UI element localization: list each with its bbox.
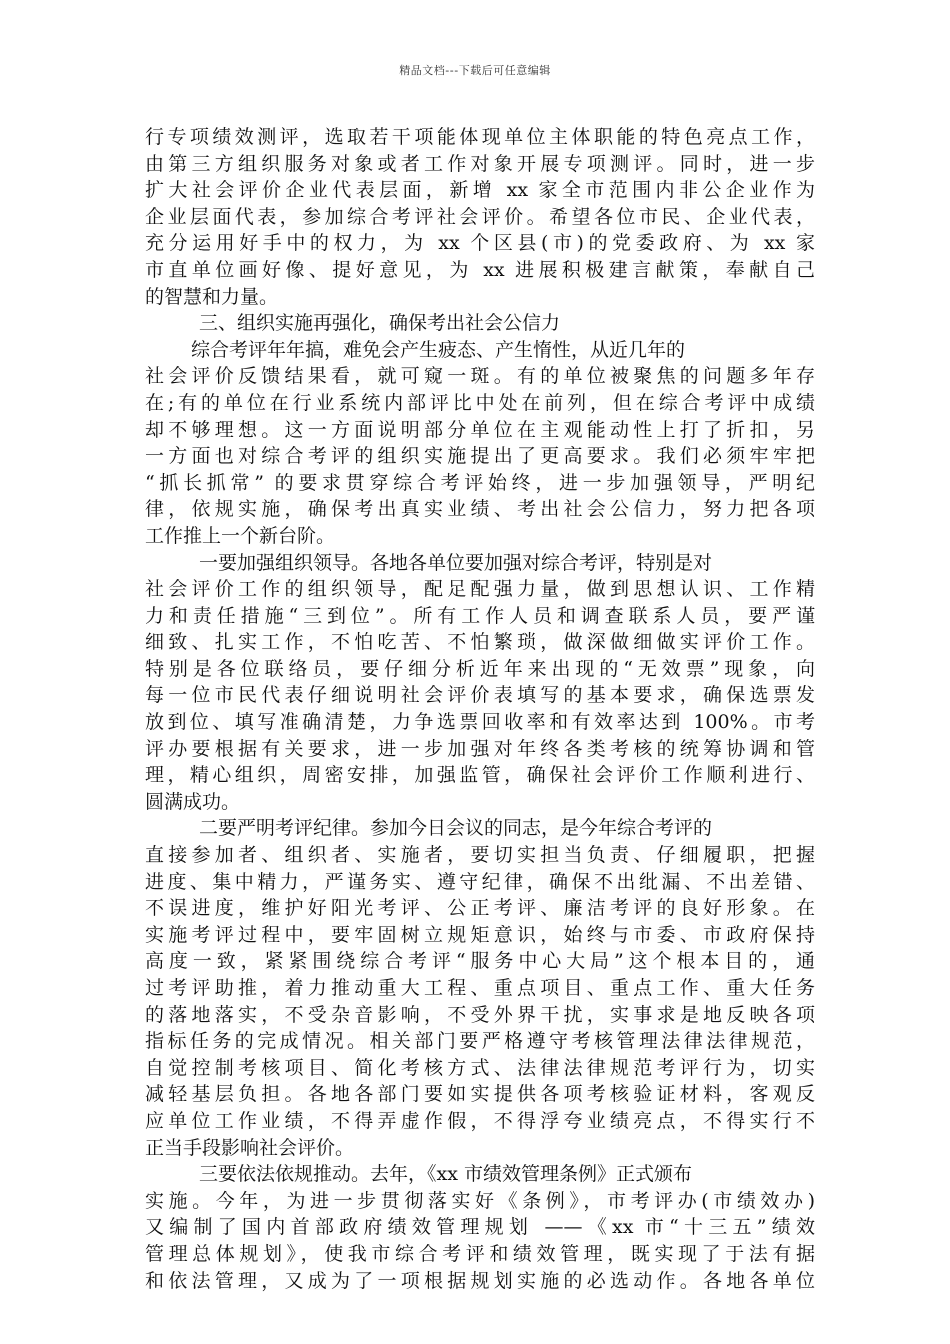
text-line: 力和责任措施“三到位”。所有工作人员和调查联系人员，要严谨 (145, 604, 815, 627)
text-line: 企业层面代表，参加综合考评社会评价。希望各位市民、企业代表， (145, 205, 815, 228)
text-line: 高度一致，紧紧围绕综合考评“服务中心大局”这个根本目的，通 (145, 950, 815, 973)
text-line: 圆满成功。 (145, 790, 241, 813)
text-line: 充分运用好手中的权力，为 xx 个区县(市)的党委政府、为 xx 家 (145, 232, 815, 255)
text-line: 进度、集中精力，严谨务实、遵守纪律，确保不出纰漏、不出差错、 (145, 870, 815, 893)
text-line: 一方面也对综合考评的组织实施提出了更高要求。我们必须牢牢把 (145, 445, 815, 468)
text-line: 不误进度，维护好阳光考评、公正考评、廉洁考评的良好形象。在 (145, 897, 815, 920)
text-line: 工作推上一个新台阶。 (145, 524, 336, 547)
text-line: 减轻基层负担。各地各部门要如实提供各项考核验证材料，客观反 (145, 1083, 815, 1106)
text-line: 却不够理想。这一方面说明部分单位在主观能动性上打了折扣，另 (145, 418, 815, 441)
text-line: 特别是各位联络员，要仔细分析近年来出现的“无效票”现象，向 (145, 657, 815, 680)
page-header: 精品文档---下载后可任意编辑 (399, 64, 551, 77)
text-line: 社会评价反馈结果看，就可窥一斑。有的单位被聚焦的问题多年存 (145, 365, 815, 388)
text-line: 理，精心组织，周密安排，加强监管，确保社会评价工作顺利进行、 (145, 764, 815, 787)
text-line: 实施考评过程中，要牢固树立规矩意识，始终与市委、市政府保持 (145, 923, 815, 946)
text-line: 又编制了国内首部政府绩效管理规划 ——《xx 市“十三五”绩效 (145, 1216, 815, 1239)
text-line: 实施。今年，为进一步贯彻落实好《条例》，市考评办(市绩效办) (145, 1189, 815, 1212)
text-line: 市直单位画好像、提好意见，为 xx 进展积极建言献策，奉献自己 (145, 258, 815, 281)
text-line: 律，依规实施，确保考出真实业绩、考出社会公信力，努力把各项 (145, 498, 815, 521)
text-line: 放到位、填写准确清楚，力争选票回收率和有效率达到 100%。市考 (145, 711, 815, 734)
text-line: 由第三方组织服务对象或者工作对象开展专项测评。同时，进一步 (145, 152, 815, 175)
text-line: 一要加强组织领导。各地各单位要加强对综合考评，特别是对 (199, 551, 713, 574)
text-line: 二要严明考评纪律。参加今日会议的同志，是今年综合考评的 (199, 817, 713, 840)
text-line: 指标任务的完成情况。相关部门要严格遵守考核管理法律法律规范， (145, 1030, 815, 1053)
text-line: 和依法管理，又成为了一项根据规划实施的必选动作。各地各单位 (145, 1269, 815, 1292)
document-body (145, 124, 815, 1294)
text-line: 过考评助推，着力推动重大工程、重点项目、重点工作、重大任务 (145, 977, 815, 999)
text-line: 正当手段影响社会评价。 (145, 1136, 355, 1159)
text-line: 综合考评年年搞，难免会产生疲态、产生惰性，从近几年的 (191, 338, 686, 361)
text-line: 管理总体规划》，使我市综合考评和绩效管理，既实现了于法有据 (145, 1242, 815, 1265)
text-line: 评办要根据有关要求，进一步加强对年终各类考核的统筹协调和管 (145, 737, 815, 760)
text-line: “抓长抓常” 的要求贯穿综合考评始终，进一步加强领导，严明纪 (145, 471, 815, 494)
text-line: 自觉控制考核项目、简化考核方式、法律法律规范考评行为，切实 (145, 1056, 815, 1079)
text-line: 三、组织实施再强化，确保考出社会公信力 (199, 312, 561, 335)
text-line: 应单位工作业绩，不得弄虚作假，不得浮夸业绩亮点，不得实行不 (145, 1109, 815, 1132)
text-line: 每一位市民代表仔细说明社会评价表填写的基本要求，确保选票发 (145, 684, 815, 707)
text-line: 直接参加者、组织者、实施者，要切实担当负责、仔细履职，把握 (145, 844, 815, 867)
text-line: 行专项绩效测评，选取若干项能体现单位主体职能的特色亮点工作， (145, 126, 815, 148)
text-line: 细致、扎实工作，不怕吃苦、不怕繁琐，做深做细做实评价工作。 (145, 631, 815, 654)
text-line: 三要依法依规推动。去年，《xx 市绩效管理条例》正式颁布 (199, 1163, 692, 1186)
text-line: 的落地落实，不受杂音影响，不受外界干扰，实事求是地反映各项 (145, 1003, 815, 1026)
text-line: 的智慧和力量。 (145, 285, 279, 308)
text-line: 在;有的单位在行业系统内部评比中处在前列，但在综合考评中成绩 (145, 391, 815, 414)
text-line: 社会评价工作的组织领导，配足配强力量，做到思想认识、工作精 (145, 578, 815, 601)
text-line: 扩大社会评价企业代表层面，新增 xx 家全市范围内非公企业作为 (145, 179, 815, 202)
